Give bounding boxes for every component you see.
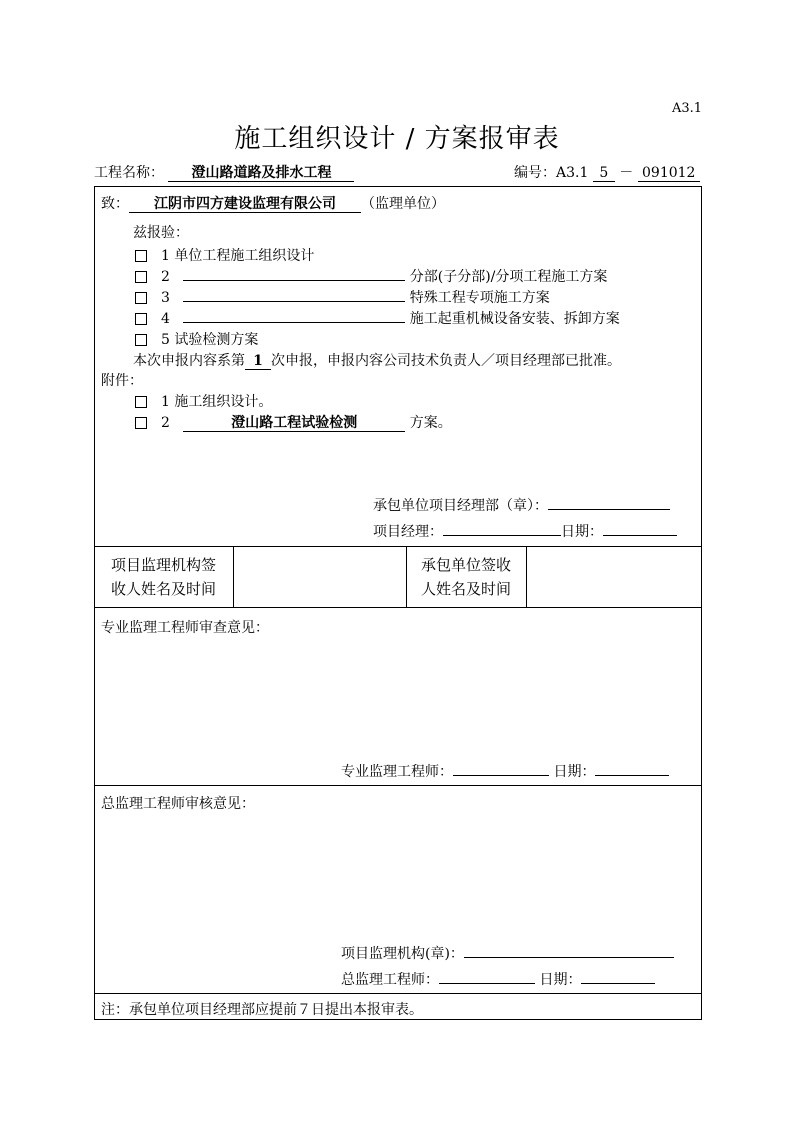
checkbox-item-3[interactable] [135, 292, 147, 304]
checkbox-attachment-1[interactable] [135, 396, 147, 408]
project-name-row [94, 162, 354, 182]
chief-review-field[interactable] [101, 815, 696, 935]
contractor-receipt-label [406, 553, 526, 601]
chief-review-label: 总监理工程师审核意见： [101, 796, 255, 812]
attachment-item-1 [135, 391, 272, 411]
attachment-1-label: 施工组织设计。 [174, 394, 273, 410]
item-3-num: 3 [161, 290, 170, 306]
form-code: A3.1 [672, 101, 703, 116]
chief-date-field[interactable] [581, 971, 655, 984]
item-5-label: 试验检测方案 [174, 332, 259, 348]
chief-org-field[interactable] [464, 945, 674, 958]
statement-prefix: 本次申报内容系第 [133, 353, 245, 369]
divider-specialist-bottom [94, 785, 702, 786]
specialist-review-field[interactable] [101, 640, 696, 750]
supervision-receipt-line1: 项目监理机构签 [110, 556, 216, 574]
form-title: 施工组织设计 / 方案报审表 [234, 124, 560, 154]
chief-engineer-label: 总监理工程师： [341, 972, 439, 988]
contractor-receipt-field[interactable] [527, 547, 701, 607]
checkbox-item-4[interactable] [135, 313, 147, 325]
form-number-label: 编号：A3.1 [514, 165, 589, 181]
contractor-manager-row [373, 521, 677, 541]
item-3-blank[interactable] [183, 289, 405, 302]
supervision-receipt-label [94, 553, 233, 601]
statement-suffix: 次申报，申报内容公司技术负责人／项目经理部已批准。 [271, 353, 621, 369]
attachment-2-label: 方案。 [409, 415, 452, 431]
chief-sign-row [341, 969, 655, 989]
contractor-date-label: 日期： [561, 524, 603, 540]
specialist-engineer-label: 专业监理工程师： [341, 764, 453, 780]
specialist-review-label: 专业监理工程师审查意见： [101, 620, 269, 636]
specialist-engineer-field[interactable] [453, 763, 549, 776]
addressee-row [101, 193, 445, 213]
divider-receipt-bottom [94, 607, 702, 608]
form-number-part2[interactable]: 091012 [638, 166, 700, 182]
contractor-receipt-line2: 人姓名及时间 [420, 580, 511, 598]
submission-intro: 兹报验： [133, 225, 189, 241]
attachment-item-2 [135, 412, 452, 432]
item-1-num: 1 [161, 248, 170, 264]
form-number-row [514, 162, 700, 182]
item-4-num: 4 [161, 311, 170, 327]
item-3-label: 特殊工程专项施工方案 [409, 290, 550, 306]
manager-label: 项目经理： [373, 524, 443, 540]
manager-field[interactable] [443, 523, 561, 536]
checkbox-item-2[interactable] [135, 271, 147, 283]
attachment-2-field[interactable]: 澄山路工程试验检测 [183, 416, 405, 432]
attachment-2-num: 2 [161, 415, 170, 431]
specialist-sign-row [341, 761, 669, 781]
footer-note: 注：承包单位项目经理部应提前７日提出本报审表。 [101, 1002, 423, 1018]
contractor-dept-row [373, 495, 670, 515]
form-number-separator: － [619, 165, 634, 181]
submission-statement [133, 350, 621, 370]
submission-count-field[interactable]: 1 [245, 354, 271, 370]
supervision-receipt-line2: 收人姓名及时间 [110, 580, 216, 598]
chief-org-label: 项目监理机构(章)： [341, 946, 464, 962]
submission-item-4 [135, 308, 620, 328]
form-number-part1[interactable]: 5 [593, 166, 615, 182]
submission-item-1 [135, 245, 314, 265]
supervision-company-field[interactable]: 江阴市四方建设监理有限公司 [129, 197, 361, 213]
checkbox-item-5[interactable] [135, 334, 147, 346]
supervision-role: （监理单位） [361, 196, 445, 212]
item-4-label: 施工起重机械设备安装、拆卸方案 [409, 311, 620, 327]
submission-item-2 [135, 266, 607, 286]
specialist-date-label: 日期： [553, 764, 596, 780]
checkbox-item-1[interactable] [135, 250, 147, 262]
attachment-1-num: 1 [161, 394, 170, 410]
item-2-num: 2 [161, 269, 170, 285]
to-label: 致： [101, 196, 129, 212]
chief-date-label: 日期： [539, 972, 582, 988]
project-name-label: 工程名称： [94, 165, 164, 181]
project-name-field[interactable]: 澄山路道路及排水工程 [168, 166, 354, 182]
attachments-label: 附件： [101, 373, 143, 389]
specialist-date-field[interactable] [595, 763, 669, 776]
item-5-num: 5 [161, 332, 170, 348]
supervision-receipt-field[interactable] [234, 547, 406, 607]
item-2-blank[interactable] [183, 268, 405, 281]
chief-engineer-field[interactable] [439, 971, 535, 984]
contractor-dept-field[interactable] [548, 497, 670, 510]
submission-item-3 [135, 287, 550, 307]
contractor-receipt-line1: 承包单位签收 [420, 556, 511, 574]
submission-item-5 [135, 329, 258, 349]
item-4-blank[interactable] [183, 310, 405, 323]
checkbox-attachment-2[interactable] [135, 417, 147, 429]
item-2-label: 分部(子分部)/分项工程施工方案 [409, 269, 608, 285]
contractor-date-field[interactable] [603, 523, 677, 536]
contractor-dept-label: 承包单位项目经理部（章）： [373, 498, 548, 514]
item-1-label: 单位工程施工组织设计 [174, 248, 315, 264]
chief-org-row [341, 943, 674, 963]
divider-chief-bottom [94, 993, 702, 994]
